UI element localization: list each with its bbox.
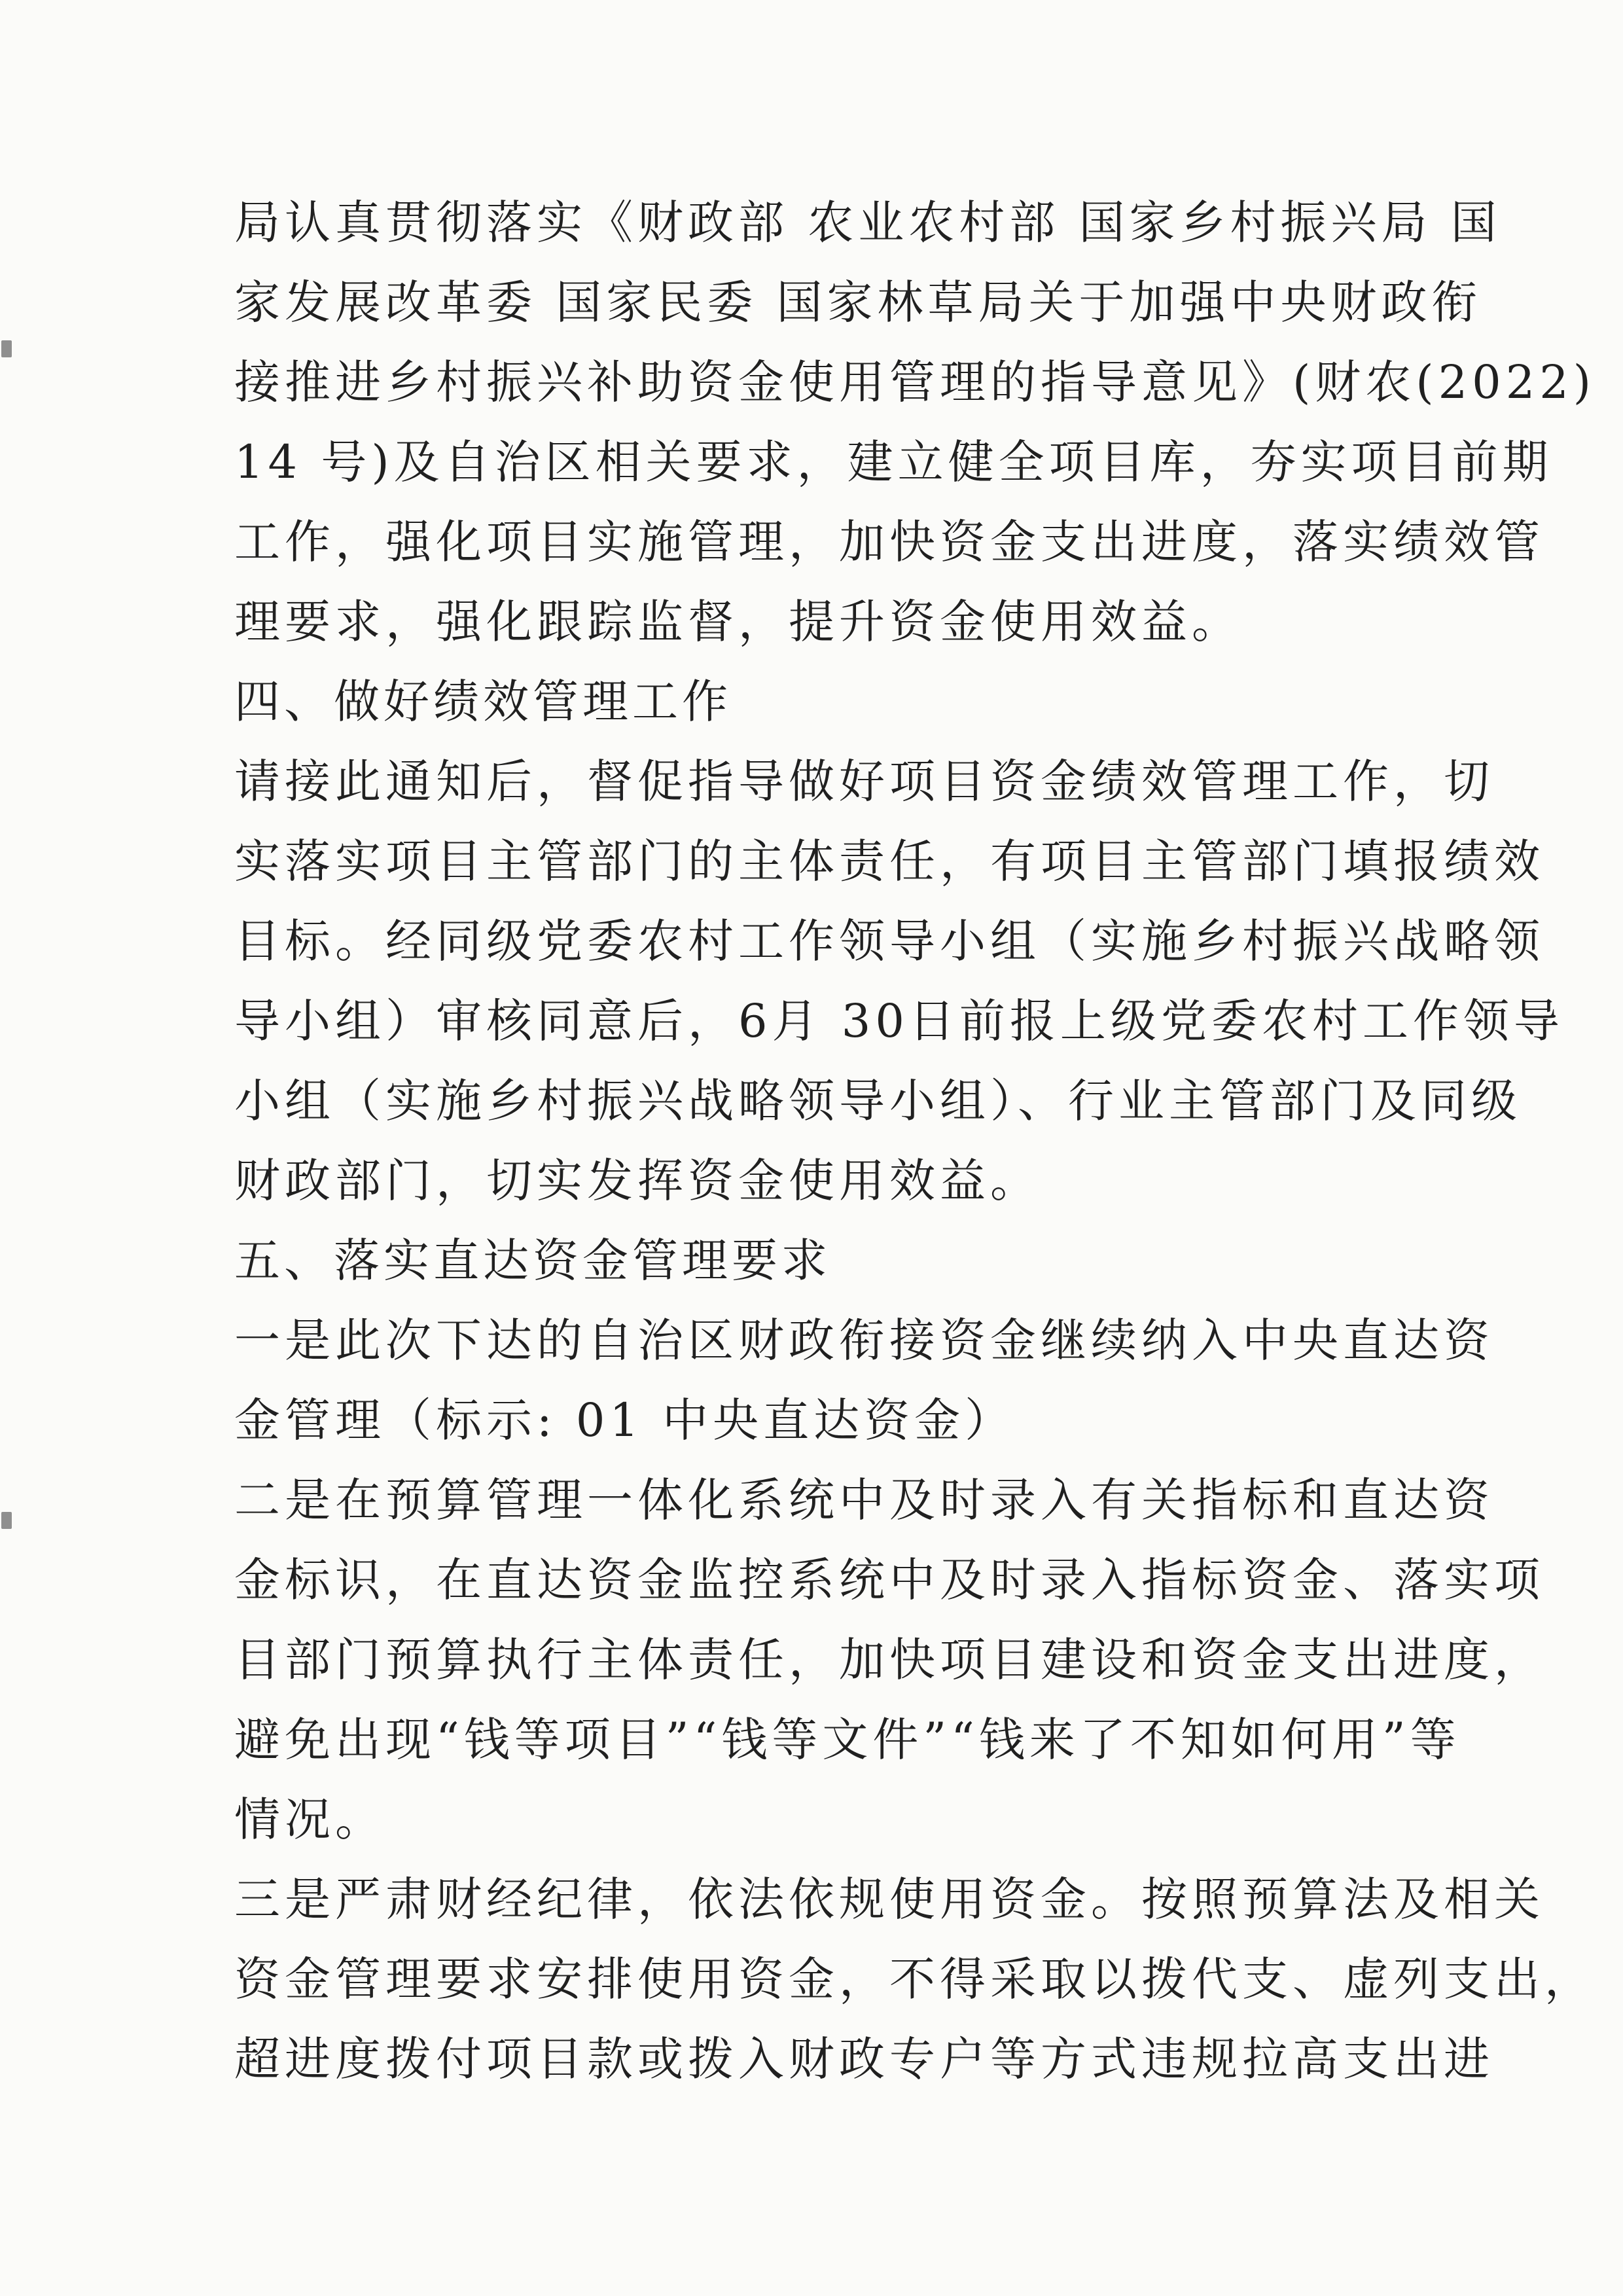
body-line-17: 二是在预算管理一体化系统中及时录入有关指标和直达资 — [234, 1473, 1494, 1527]
body-line-6: 理要求，强化跟踪监督，提升资金使用效益。 — [234, 595, 1242, 649]
body-line-11: 导小组）审核同意后，6月 30日前报上级党委农村工作领导 — [234, 994, 1564, 1048]
body-line-20: 避免出现“钱等项目”“钱等文件”“钱来了不知如何用”等 — [234, 1713, 1461, 1767]
body-line-18: 金标识，在直达资金监控系统中及时录入指标资金、落实项 — [234, 1553, 1544, 1607]
body-line-22: 三是严肃财经纪律，依法依规使用资金。按照预算法及相关 — [234, 1873, 1544, 1926]
body-line-15: 一是此次下达的自治区财政衔接资金继续纳入中央直达资 — [234, 1314, 1494, 1367]
body-line-4: 14 号)及自治区相关要求，建立健全项目库，夯实项目前期 — [234, 435, 1553, 489]
body-line-9: 实落实项目主管部门的主体责任，有项目主管部门填报绩效 — [234, 834, 1544, 888]
section-heading-4: 四、做好绩效管理工作 — [234, 675, 732, 728]
body-line-13: 财政部门，切实发挥资金使用效益。 — [234, 1154, 1041, 1208]
body-line-10: 目标。经同级党委农村工作领导小组（实施乡村振兴战略领 — [234, 914, 1544, 968]
body-line-21: 情况。 — [234, 1793, 385, 1846]
body-line-3: 接推进乡村振兴补助资金使用管理的指导意见》(财农(2022) — [234, 355, 1596, 409]
scan-binding-mark — [1, 340, 12, 357]
body-line-23: 资金管理要求安排使用资金，不得采取以拨代支、虚列支出， — [234, 1952, 1595, 2006]
body-line-12: 小组（实施乡村振兴战略领导小组）、行业主管部门及同级 — [234, 1074, 1522, 1128]
body-line-1: 局认真贯彻落实《财政部 农业农村部 国家乡村振兴局 国 — [234, 196, 1501, 249]
body-line-8: 请接此通知后，督促指导做好项目资金绩效管理工作，切 — [234, 755, 1494, 808]
body-line-5: 工作，强化项目实施管理，加快资金支出进度，落实绩效管 — [234, 515, 1544, 569]
body-line-16: 金管理（标示: 01 中央直达资金） — [234, 1393, 1016, 1447]
body-line-19: 目部门预算执行主体责任，加快项目建设和资金支出进度， — [234, 1633, 1544, 1687]
body-line-24: 超进度拨付项目款或拨入财政专户等方式违规拉高支出进 — [234, 2032, 1494, 2086]
body-line-2: 家发展改革委 国家民委 国家林草局关于加强中央财政衔 — [234, 276, 1482, 329]
scan-binding-mark — [1, 1512, 12, 1529]
section-heading-5: 五、落实直达资金管理要求 — [234, 1234, 831, 1287]
